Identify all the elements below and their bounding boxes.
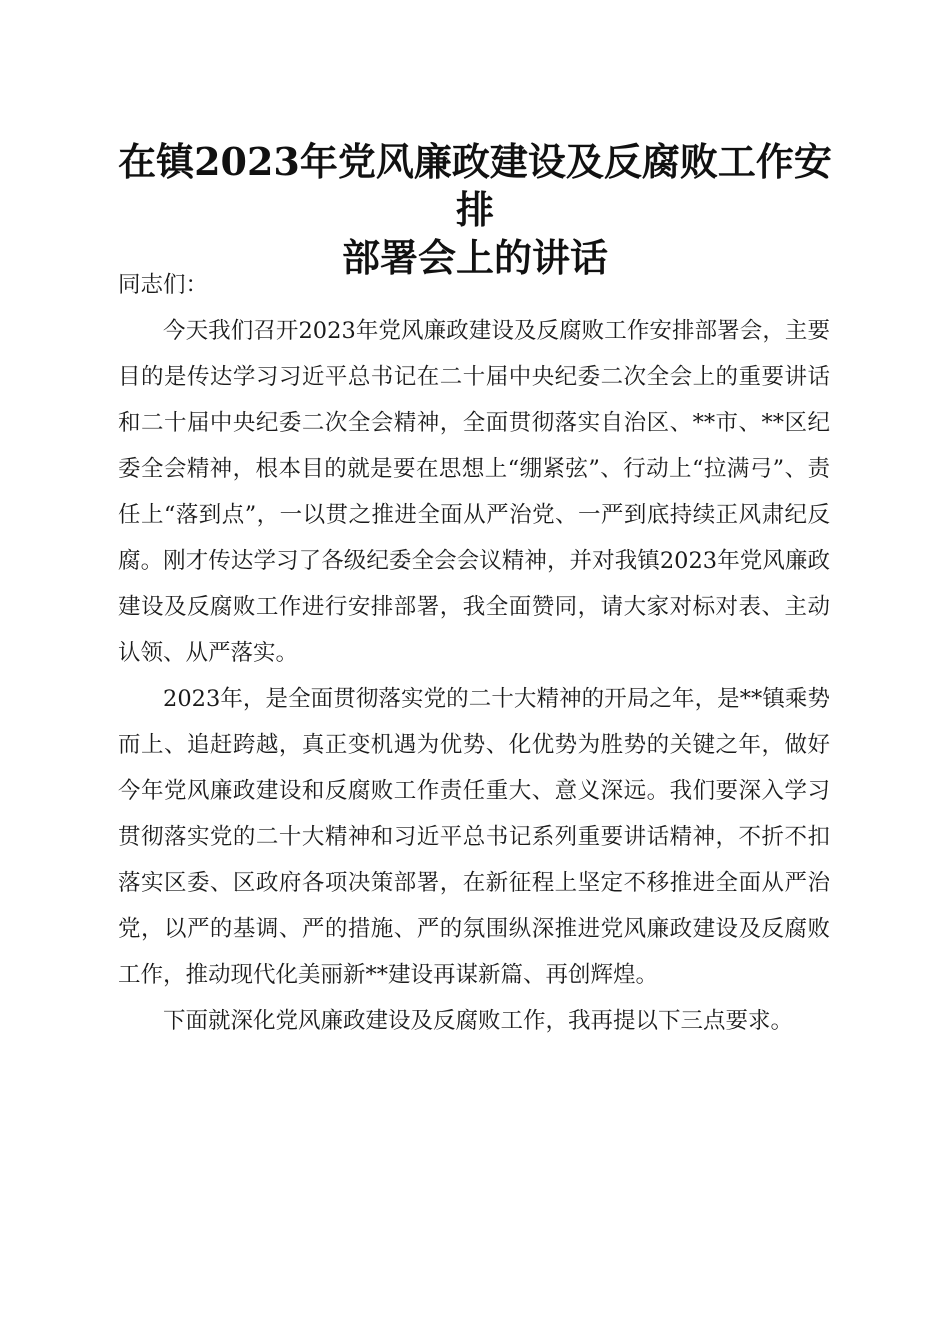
paragraph-3: 下面就深化党风廉政建设及反腐败工作，我再提以下三点要求。: [163, 1008, 794, 1034]
title-line-1: 在镇2023年党风廉政建设及反腐败工作安排: [118, 139, 832, 232]
paragraph-1: 今天我们召开2023年党风廉政建设及反腐败工作安排部署会，主要目的是传达学习习近平总书记在二十届中央纪委二次全会上的重要讲话和二十届中央纪委二次全会精神，全面贯彻落实自治区、**市、**区纪委全会精神，根本目的就是要在思想上“绷紧弦”、行动上“拉满弓”、责任上“落到点”，一以贯之推进全面从严治党、一严到底持续正风肃纪反腐。刚才传达学习了各级纪委全会会议精神，并对我镇2023年党风廉政建设及反腐败工作进行安排部署，我全面赞同，请大家对标对表、主动认领、从严落实。: [118, 318, 830, 666]
document-title: [110, 138, 840, 282]
title-line-2: 部署会上的讲话: [341, 235, 608, 280]
document-body: [118, 262, 830, 1044]
salutation: 同志们：: [118, 272, 209, 298]
paragraph-2: 2023年，是全面贯彻落实党的二十大精神的开局之年，是**镇乘势而上、追赶跨越，真正变机遇为优势、化优势为胜势的关键之年，做好今年党风廉政建设和反腐败工作责任重大、意义深远。我们要深入学习贯彻落实党的二十大精神和习近平总书记系列重要讲话精神，不折不扣落实区委、区政府各项决策部署，在新征程上坚定不移推进全面从严治党，以严的基调、严的措施、严的氛围纵深推进党风廉政建设及反腐败工作，推动现代化美丽新**建设再谋新篇、再创辉煌。: [118, 686, 830, 988]
